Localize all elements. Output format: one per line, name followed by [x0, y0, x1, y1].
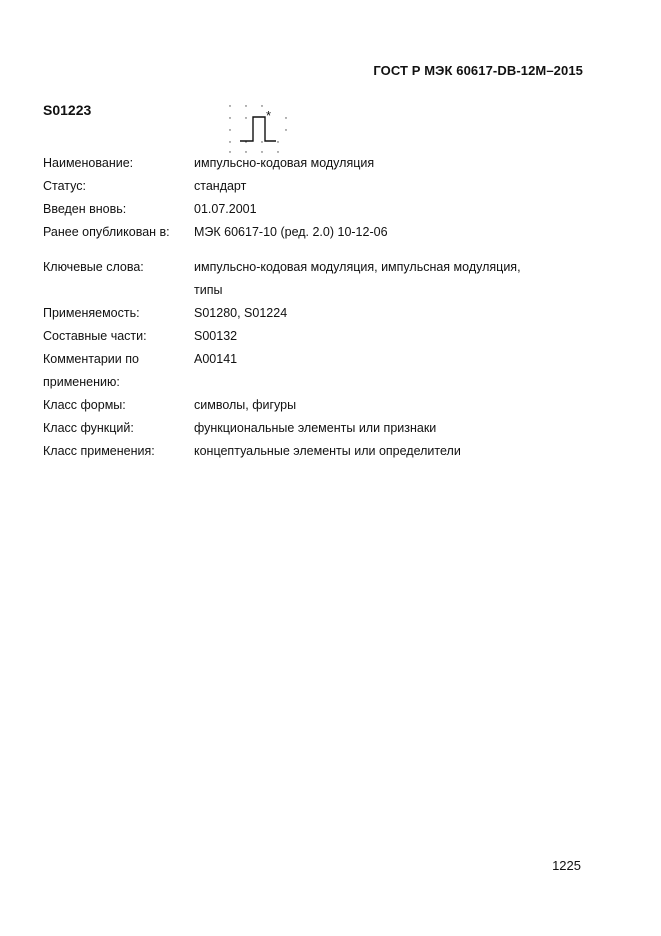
row-value: стандарт: [194, 179, 247, 193]
row-previously-published: [43, 221, 583, 244]
row-function-class: [43, 417, 583, 440]
row-label: Ранее опубликован в:: [43, 225, 170, 239]
row-value: функциональные элементы или признаки: [194, 421, 437, 435]
row-label: Статус:: [43, 179, 86, 193]
row-value: S01280, S01224: [194, 306, 288, 320]
document-header-title: ГОСТ Р МЭК 60617-DB-12M–2015: [373, 63, 583, 78]
row-label: Класс применения:: [43, 444, 155, 458]
row-application-class: [43, 440, 583, 463]
row-keywords-cont: [43, 279, 583, 302]
grid-dots: [229, 105, 286, 152]
row-value-empty: [194, 371, 583, 394]
row-label: применению:: [43, 375, 120, 389]
row-keywords: [43, 256, 583, 279]
row-introduced: [43, 198, 583, 221]
row-label: Введен вновь:: [43, 202, 127, 216]
row-label: Составные части:: [43, 329, 147, 343]
row-shape-class: [43, 394, 583, 417]
row-value: A00141: [194, 352, 238, 366]
pulse-marker: *: [266, 108, 272, 123]
row-value: символы, фигуры: [194, 398, 297, 412]
page-number: 1225: [552, 858, 581, 873]
row-label: Применяемость:: [43, 306, 140, 320]
row-value: МЭК 60617-10 (ред. 2.0) 10-12-06: [194, 225, 388, 239]
row-application-notes-cont: [43, 371, 583, 394]
row-label: Класс функций:: [43, 421, 134, 435]
attribute-table: [43, 152, 583, 463]
row-value: импульсно-кодовая модуляция, импульсная модуляция,: [194, 260, 521, 274]
row-components: [43, 325, 583, 348]
row-value: концептуальные элементы или определители: [194, 444, 461, 458]
row-name: [43, 152, 583, 175]
row-label: Ключевые слова:: [43, 260, 144, 274]
row-applicability: [43, 302, 583, 325]
row-label-empty: [43, 279, 194, 302]
pulse-symbol-figure: [222, 100, 294, 156]
row-value: типы: [194, 283, 223, 297]
row-value: 01.07.2001: [194, 202, 257, 216]
row-value: S00132: [194, 329, 238, 343]
row-label: Комментарии по: [43, 352, 139, 366]
row-status: [43, 175, 583, 198]
row-label: Класс формы:: [43, 398, 126, 412]
symbol-code: S01223: [43, 102, 92, 118]
row-application-notes: [43, 348, 583, 371]
row-label: Наименование:: [43, 156, 134, 170]
row-value: импульсно-кодовая модуляция: [194, 156, 375, 170]
